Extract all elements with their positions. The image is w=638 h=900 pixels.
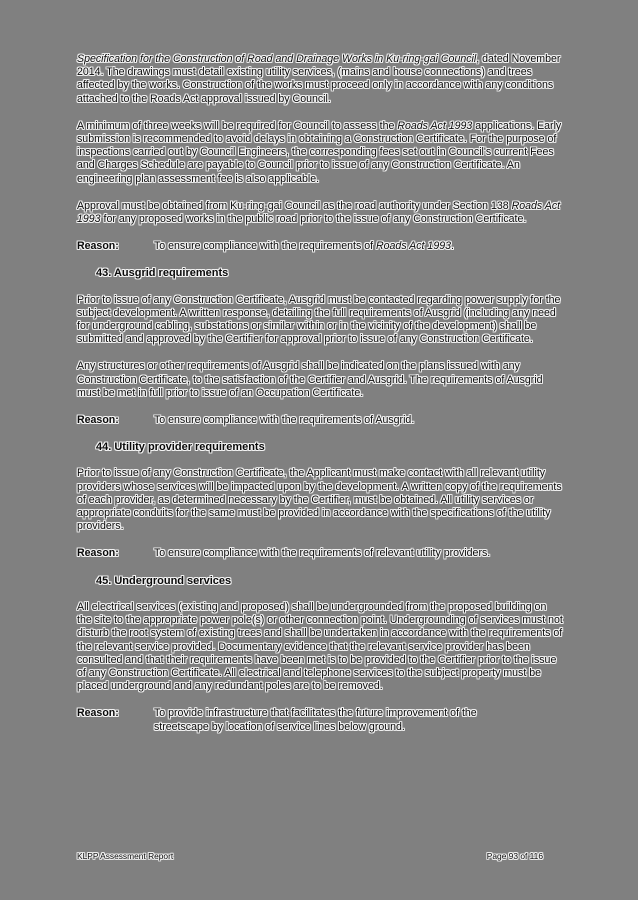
section-heading-44: 44. Utility provider requirements — [96, 441, 265, 454]
reason-block-43 — [77, 414, 563, 427]
reason-text: To ensure compliance with the requirements of relevant utility providers. — [154, 547, 491, 560]
specification-title: Specification for the Construction of Road and Drainage Works in Ku-ring-gai Council — [77, 53, 477, 65]
document-page — [77, 53, 563, 748]
section-43-paragraph-2: Any structures or other requirements of Ausgrid shall be indicated on the plans issued with any Construction Certificate, to the satisfaction of the Certifier and Ausgrid. The requirements of Ausgrid must be met in full prior to issue of an Occupation Certificate. — [77, 360, 543, 399]
section-45-paragraph-1: All electrical services (existing and proposed) shall be undergrounded from the proposed building on the site to the appropriate power pole(s) or other connection point. Undergrounding of services must not disturb the root system of existing trees and shall be undertaken in accordance with the requirements of the relevant service provided. Documentary evidence that the relevant service provider has been consulted and that their requirements have been met is to be provided to the Certifier prior to the issue of any Construction Certificate. All electrical and telephone services to the subject property must be placed underground and any redundant poles are to be removed. — [77, 600, 563, 693]
reason-text: To ensure compliance with the requirements of Ausgrid. — [154, 414, 415, 427]
reason-text: To ensure compliance with the requirements of Roads Act 1993. — [154, 240, 454, 253]
act-reference: Roads Act 1993 — [77, 199, 561, 226]
reason-label: Reason: — [77, 414, 119, 427]
reason-text: To provide infrastructure that facilitates the future improvement of the streetscape by location of service lines below ground. — [154, 707, 477, 733]
reason-label: Reason: — [77, 707, 119, 720]
footer-page-number: Page 93 of 116 — [486, 851, 543, 861]
section-heading-43: 43. Ausgrid requirements — [96, 267, 229, 280]
reason-label: Reason: — [77, 547, 119, 560]
reason-label: Reason: — [77, 240, 119, 253]
page-footer — [77, 851, 543, 861]
section-heading-45: 45. Underground services — [96, 574, 232, 587]
reason-block-45 — [77, 707, 563, 733]
section-44-paragraph-1: Prior to issue of any Construction Certificate, the Applicant must make contact with all relevant utility providers whose services will be impacted upon by the development. A written copy of the requirements of each provider, as determined necessary by the Certifier, must be obtained. All utility services or appropriate conduits for the same must be provided in accordance with the specifications of the utility providers. — [77, 467, 562, 533]
reason-block-44 — [77, 547, 563, 560]
act-reference: Roads Act 1993 — [397, 119, 473, 132]
paragraph-specification: Specification for the Construction of Road and Drainage Works in Ku-ring-gai Council, dated November 2014. The drawings must detail existing utility services, (mains and house connections) and trees affected by the works. Construction of the works must proceed only in accordance with any conditions attached to the Roads Act approval issued by Council. — [77, 53, 561, 105]
paragraph-assessment-time: A minimum of three weeks will be required for Council to assess the Roads Act 1993 applications. Early submission is recommended to avoid delays in obtaining a Construction Certificate. For the purpose of inspections carried out by Council Engineers, the corresponding fees set out in Council's current Fees and Charges Schedule are payable to Council prior to issue of any Construction Certificate. An engineering plan assessment fee is also applicable. — [77, 119, 562, 185]
footer-report-title: KLPP Assessment Report — [77, 851, 174, 861]
reason-block-42 — [77, 240, 563, 253]
paragraph-road-authority-approval: Approval must be obtained from Ku-ring-gai Council as the road authority under Section 138 Roads Act 1993 for any proposed works in the public road prior to the issue of any Construction Certificate. — [77, 199, 561, 226]
section-43-paragraph-1: Prior to issue of any Construction Certificate, Ausgrid must be contacted regarding power supply for the subject development. A written response, detailing the full requirements of Ausgrid (including any need for underground cabling, substations or similar within or in the vicinity of the development) shall be submitted and approved by the Certifier for approval prior to issue of any Construction Certificate. — [77, 293, 561, 346]
